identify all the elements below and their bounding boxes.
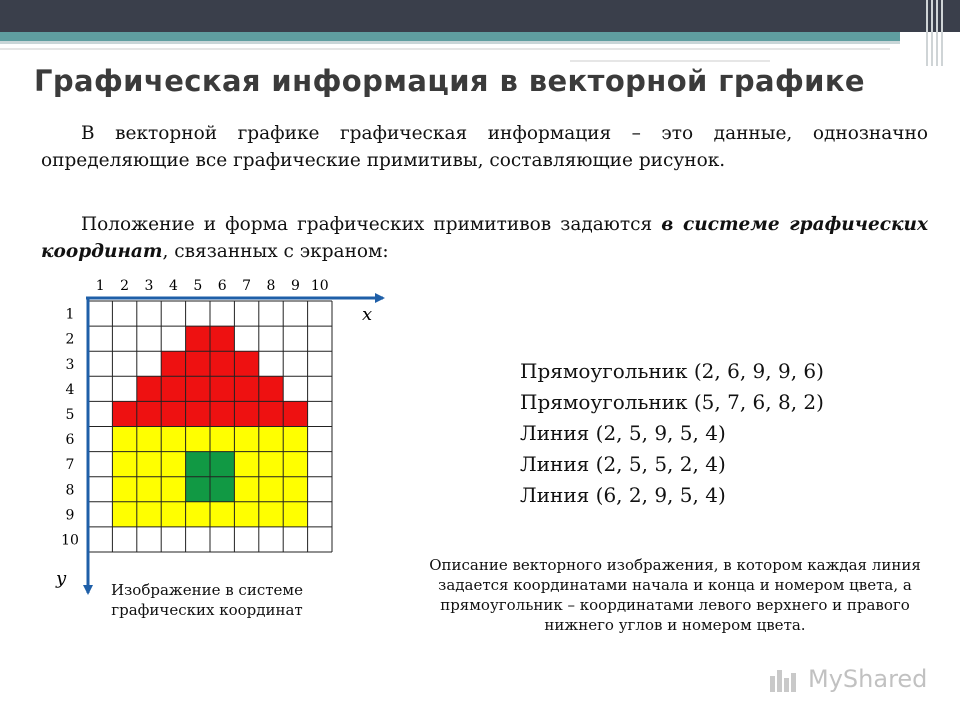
grid-cell (210, 452, 234, 477)
grid-cell (259, 301, 283, 326)
grid-cell (161, 527, 185, 552)
grid-cell (186, 502, 210, 527)
grid-cell (112, 301, 136, 326)
grid-cell (88, 351, 112, 376)
grid-cell (259, 326, 283, 351)
x-tick-label: 5 (193, 278, 203, 294)
grid-cell (137, 502, 161, 527)
grid-cell (308, 427, 332, 452)
x-tick-label: 9 (290, 278, 300, 294)
grid-cell (234, 452, 258, 477)
grid-cell (186, 326, 210, 351)
grid-cell (186, 376, 210, 401)
grid-cell (308, 502, 332, 527)
grid-cell (234, 502, 258, 527)
grid-cell (137, 427, 161, 452)
grid-cell (210, 477, 234, 502)
grid-cell (308, 376, 332, 401)
primitive-item: Прямоугольник (2, 6, 9, 9, 6) (520, 359, 824, 383)
grid-cell (161, 427, 185, 452)
grid-cell (137, 401, 161, 426)
grid-cell (259, 527, 283, 552)
y-tick-label: 1 (65, 306, 75, 323)
grid-cell (234, 351, 258, 376)
paragraph-text-start: Положение и форма графических примитивов задаются (81, 214, 662, 235)
grid-cell (186, 427, 210, 452)
grid-cell (88, 427, 112, 452)
grid-cell (161, 351, 185, 376)
x-tick-label: 7 (242, 278, 252, 294)
grid-cell (308, 401, 332, 426)
grid-cell (308, 301, 332, 326)
grid-cell (283, 301, 307, 326)
y-tick-labels (61, 307, 79, 549)
intro-paragraph: В векторной графике графическая информация – это данные, однозначно определяющие все графические примитивы, составляющие рисунок. (41, 123, 928, 171)
y-axis-label: y (56, 568, 67, 589)
x-axis-label: x (362, 304, 373, 325)
grid-cell (308, 527, 332, 552)
grid-cell (112, 401, 136, 426)
grid-cell (186, 527, 210, 552)
grid-cell (161, 502, 185, 527)
grid-cell (88, 401, 112, 426)
grid-cell (210, 427, 234, 452)
primitive-item: Линия (6, 2, 9, 5, 4) (520, 483, 726, 507)
grid-cell (112, 527, 136, 552)
grid-cell (112, 427, 136, 452)
grid-cell (112, 477, 136, 502)
y-tick-label: 4 (65, 381, 75, 398)
grid-cell (88, 326, 112, 351)
grid-cell (210, 376, 234, 401)
grid-cell (161, 301, 185, 326)
x-tick-label: 10 (310, 278, 329, 294)
grid-cell (283, 326, 307, 351)
grid-cell (88, 452, 112, 477)
grid-cell (283, 351, 307, 376)
grid-cell (88, 477, 112, 502)
grid-cell (283, 452, 307, 477)
grid-cell (137, 527, 161, 552)
grid-cell (88, 301, 112, 326)
grid-cell (161, 401, 185, 426)
grid-cell (161, 452, 185, 477)
header-thin-bar (0, 41, 900, 44)
watermark-logo (768, 660, 928, 698)
grid-cell (283, 527, 307, 552)
grid-cell (259, 502, 283, 527)
grid-cell (259, 376, 283, 401)
grid-cell (308, 326, 332, 351)
corner-decoration (926, 0, 946, 66)
watermark-text: MyShared (808, 665, 928, 693)
grid-cell (137, 351, 161, 376)
grid-cell (186, 301, 210, 326)
x-tick-label: 3 (144, 278, 154, 294)
grid-cell (88, 502, 112, 527)
grid-cell (112, 502, 136, 527)
coordinates-paragraph (41, 211, 928, 265)
grid-cell (259, 452, 283, 477)
grid-cell (283, 427, 307, 452)
grid-cell (234, 477, 258, 502)
x-tick-label: 1 (95, 278, 105, 294)
grid-cell (259, 351, 283, 376)
grid-cell (88, 527, 112, 552)
grid-cell (210, 527, 234, 552)
header-line (0, 48, 890, 50)
grid-cell (210, 326, 234, 351)
grid-cell (112, 326, 136, 351)
grid-cell (137, 452, 161, 477)
grid-cell (259, 427, 283, 452)
grid-cell (234, 427, 258, 452)
grid-cells (88, 301, 332, 552)
grid-cell (137, 326, 161, 351)
header-line-short (570, 60, 770, 62)
y-tick-label: 2 (65, 331, 75, 348)
grid-cell (210, 301, 234, 326)
header-accent-bar (0, 32, 900, 41)
grid-cell (259, 401, 283, 426)
grid-cell (137, 477, 161, 502)
paragraph-emphasis: в системе графических координат (41, 214, 928, 262)
y-tick-label: 8 (65, 482, 75, 499)
diagram-caption: Изображение в системе графических координат (111, 581, 303, 619)
header-bar (0, 0, 960, 32)
grid-cell (161, 477, 185, 502)
grid-cell (234, 326, 258, 351)
grid-cell (283, 477, 307, 502)
grid-cell (308, 452, 332, 477)
grid-cell (186, 477, 210, 502)
primitive-item: Прямоугольник (5, 7, 6, 8, 2) (520, 390, 824, 414)
grid-cell (112, 452, 136, 477)
description-caption: Описание векторного изображения, в котором каждая линия задается координатами начала и конца и номером цвета, а прямоугольник – координатами левого верхнего и правого нижнего углов и номером цвета. (429, 556, 921, 634)
primitive-item: Линия (2, 5, 9, 5, 4) (520, 421, 726, 445)
grid-cell (283, 401, 307, 426)
y-tick-label: 5 (65, 406, 75, 423)
grid-lines (88, 301, 332, 552)
x-tick-labels (96, 278, 329, 294)
grid-cell (210, 351, 234, 376)
x-tick-label: 4 (168, 278, 178, 294)
grid-cell (137, 301, 161, 326)
grid-cell (88, 376, 112, 401)
grid-cell (234, 301, 258, 326)
x-tick-label: 2 (120, 278, 130, 294)
grid-cell (161, 376, 185, 401)
x-tick-label: 6 (217, 278, 227, 294)
slide-title: Графическая информация в векторной графике (34, 64, 865, 98)
grid-cell (234, 527, 258, 552)
grid-cell (234, 401, 258, 426)
grid-cell (283, 502, 307, 527)
grid-cell (186, 452, 210, 477)
grid-cell (234, 376, 258, 401)
logo-icon (768, 664, 802, 694)
y-tick-label: 10 (61, 532, 79, 549)
y-tick-label: 7 (65, 457, 75, 474)
y-tick-label: 6 (65, 432, 75, 449)
primitives-list (520, 356, 824, 511)
grid-cell (308, 351, 332, 376)
grid-cell (210, 502, 234, 527)
grid-cell (283, 376, 307, 401)
grid-cell (112, 351, 136, 376)
primitive-item: Линия (2, 5, 5, 2, 4) (520, 452, 726, 476)
grid-cell (186, 401, 210, 426)
y-tick-label: 9 (65, 507, 75, 524)
grid-cell (112, 376, 136, 401)
grid-cell (137, 376, 161, 401)
grid-cell (259, 477, 283, 502)
grid-cell (308, 477, 332, 502)
grid-cell (186, 351, 210, 376)
grid-cell (210, 401, 234, 426)
x-tick-label: 8 (266, 278, 276, 294)
y-tick-label: 3 (65, 356, 75, 373)
paragraph-text-end: , связанных с экраном: (162, 241, 389, 262)
grid-cell (161, 326, 185, 351)
